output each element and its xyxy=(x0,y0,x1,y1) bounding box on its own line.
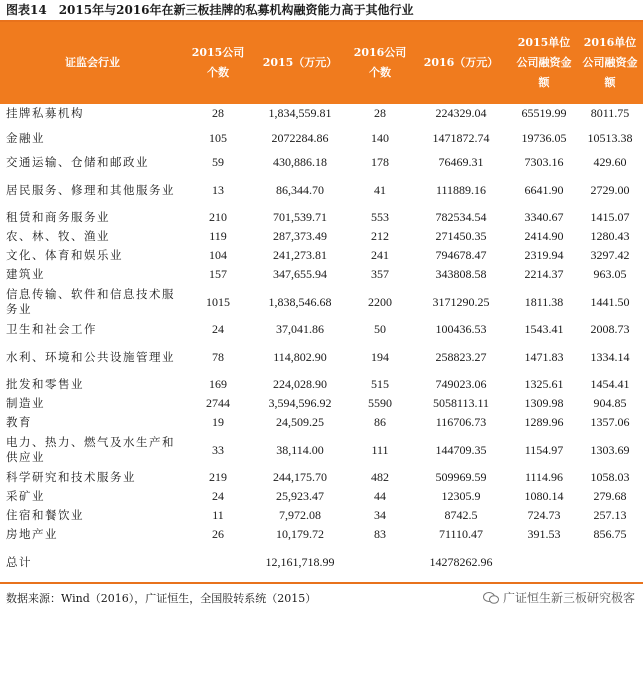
unit-2016-cell: 1058.03 xyxy=(590,470,630,484)
header-count-2015: 2015公司个数 xyxy=(185,22,251,104)
unit-2015-cell: 2414.90 xyxy=(524,229,564,243)
amount-2015-cell: 701,539.71 xyxy=(273,210,327,224)
table-row xyxy=(0,172,643,208)
unit-2015-cell: 1325.61 xyxy=(524,377,564,391)
unit-2016-cell: 2008.73 xyxy=(590,322,630,336)
industry-cell: 制造业 xyxy=(6,396,45,410)
unit-2016-cell: 1280.43 xyxy=(590,229,630,243)
amount-2015-cell: 3,594,596.92 xyxy=(268,396,332,410)
table-row xyxy=(0,375,643,394)
amount-2016-cell: 258823.27 xyxy=(435,349,487,364)
watermark-text: 广证恒生新三板研究极客 xyxy=(502,591,635,605)
amount-2016-cell: 1471872.74 xyxy=(432,130,490,145)
header-amount-2015: 2015（万元） xyxy=(251,22,349,104)
amount-2015-cell: 12,161,718.99 xyxy=(265,554,335,569)
data-source: 数据来源：Wind（2016），广证恒生，全国股转系统（2015） xyxy=(6,592,317,605)
count-2015-cell: 33 xyxy=(212,442,224,457)
count-2015-cell: 119 xyxy=(209,229,227,243)
count-2016-cell: 83 xyxy=(374,527,386,541)
industry-cell: 建筑业 xyxy=(6,267,45,281)
count-2015-cell: 78 xyxy=(212,349,224,364)
amount-2015-cell: 7,972.08 xyxy=(279,508,321,522)
table-row xyxy=(0,339,643,375)
header-amount-2016: 2016（万元） xyxy=(411,22,511,104)
unit-2016-cell: 3297.42 xyxy=(590,248,630,262)
count-2016-cell: 553 xyxy=(371,210,389,224)
amount-2015-cell: 1,834,559.81 xyxy=(268,106,332,120)
amount-2016-cell: 343808.58 xyxy=(435,267,487,281)
industry-cell: 教育 xyxy=(6,415,32,429)
count-2016-cell: 241 xyxy=(371,248,389,262)
header-count-2016: 2016公司个数 xyxy=(349,22,411,104)
amount-2016-cell: 3171290.25 xyxy=(432,294,490,309)
unit-2015-cell: 391.53 xyxy=(527,527,561,541)
count-2016-cell: 194 xyxy=(371,349,389,364)
count-2015-cell xyxy=(185,544,251,580)
count-2016-cell: 111 xyxy=(371,442,389,457)
amount-2015-cell: 38,114.00 xyxy=(276,442,324,457)
count-2015-cell: 26 xyxy=(212,527,224,541)
unit-2015-cell: 65519.99 xyxy=(521,106,567,120)
unit-2015-cell: 2214.37 xyxy=(524,267,564,281)
amount-2016-cell: 144709.35 xyxy=(435,442,487,457)
count-2016-cell: 482 xyxy=(371,470,389,484)
amount-2015-cell: 37,041.86 xyxy=(276,322,324,336)
count-2016-cell: 86 xyxy=(374,415,386,429)
table-row xyxy=(0,394,643,413)
count-2016-cell: 34 xyxy=(374,508,386,522)
unit-2016-cell: 904.85 xyxy=(593,396,627,410)
unit-2015-cell: 1154.97 xyxy=(524,442,564,457)
table-row xyxy=(0,506,643,525)
table-row xyxy=(0,284,643,320)
amount-2015-cell: 10,179.72 xyxy=(276,527,324,541)
amount-2015-cell: 2072284.86 xyxy=(271,130,329,145)
industry-cell: 交通运输、仓储和邮政业 xyxy=(6,155,149,169)
amount-2016-cell: 782534.54 xyxy=(435,210,487,224)
count-2015-cell: 59 xyxy=(212,155,224,169)
unit-2015-cell: 6641.90 xyxy=(524,182,564,197)
count-2016-cell: 50 xyxy=(374,322,386,336)
industry-cell: 水利、环境和公共设施管理业 xyxy=(6,349,175,364)
unit-2015-cell: 1811.38 xyxy=(524,294,564,309)
unit-2016-cell: 1454.41 xyxy=(590,377,630,391)
table-row xyxy=(0,320,643,339)
count-2015-cell: 24 xyxy=(212,322,224,336)
footer xyxy=(0,582,643,614)
table-row xyxy=(0,123,643,153)
count-2015-cell: 1015 xyxy=(206,294,230,309)
table-row xyxy=(0,525,643,544)
amount-2016-cell: 509969.59 xyxy=(435,470,487,484)
industry-cell: 农、林、牧、渔业 xyxy=(6,229,110,243)
count-2015-cell: 219 xyxy=(209,470,227,484)
table-row xyxy=(0,265,643,284)
industry-cell: 租赁和商务服务业 xyxy=(6,210,110,224)
industry-cell: 科学研究和技术服务业 xyxy=(6,470,136,484)
amount-2016-cell: 5058113.11 xyxy=(432,396,490,410)
unit-2015-cell: 2319.94 xyxy=(524,248,564,262)
amount-2016-cell: 12305.9 xyxy=(441,489,481,503)
unit-2016-cell: 10513.38 xyxy=(587,130,633,145)
table-row xyxy=(0,432,643,468)
wechat-icon xyxy=(483,592,499,604)
amount-2016-cell: 71110.47 xyxy=(438,527,484,541)
unit-2016-cell: 1441.50 xyxy=(590,294,630,309)
table-row xyxy=(0,544,643,580)
unit-2016-cell: 856.75 xyxy=(593,527,627,541)
unit-2015-cell: 1471.83 xyxy=(524,349,564,364)
amount-2016-cell: 794678.47 xyxy=(435,248,487,262)
header-industry: 证监会行业 xyxy=(0,22,185,104)
count-2016-cell: 178 xyxy=(371,155,389,169)
financing-table xyxy=(0,22,643,580)
unit-2016-cell: 257.13 xyxy=(593,508,627,522)
industry-cell: 文化、体育和娱乐业 xyxy=(6,248,123,262)
amount-2016-cell: 116706.73 xyxy=(435,415,487,429)
industry-cell: 住宿和餐饮业 xyxy=(6,508,84,522)
unit-2016-cell: 1415.07 xyxy=(590,210,630,224)
unit-2015-cell: 19736.05 xyxy=(521,130,567,145)
industry-cell: 居民服务、修理和其他服务业 xyxy=(6,182,175,197)
table-row xyxy=(0,487,643,506)
amount-2015-cell: 24,509.25 xyxy=(276,415,324,429)
count-2015-cell: 24 xyxy=(212,489,224,503)
count-2015-cell: 19 xyxy=(212,415,224,429)
watermark xyxy=(483,589,635,606)
unit-2015-cell: 1289.96 xyxy=(524,415,564,429)
amount-2015-cell: 241,273.81 xyxy=(273,248,327,262)
unit-2015-cell: 3340.67 xyxy=(524,210,564,224)
unit-2016-cell: 963.05 xyxy=(593,267,627,281)
amount-2015-cell: 347,655.94 xyxy=(273,267,327,281)
count-2016-cell: 41 xyxy=(374,182,386,197)
count-2016-cell: 212 xyxy=(371,229,389,243)
table-row xyxy=(0,153,643,172)
header-row xyxy=(0,22,643,104)
table-row xyxy=(0,413,643,432)
unit-2015-cell xyxy=(511,544,577,580)
count-2015-cell: 104 xyxy=(209,248,227,262)
table-row xyxy=(0,246,643,265)
amount-2016-cell: 749023.06 xyxy=(435,377,487,391)
unit-2016-cell: 1303.69 xyxy=(590,442,630,457)
unit-2015-cell: 1309.98 xyxy=(524,396,564,410)
amount-2016-cell: 271450.35 xyxy=(435,229,487,243)
count-2016-cell: 28 xyxy=(374,106,386,120)
amount-2015-cell: 224,028.90 xyxy=(273,377,327,391)
amount-2016-cell: 8742.5 xyxy=(444,508,478,522)
count-2015-cell: 105 xyxy=(209,130,227,145)
unit-2015-cell: 7303.16 xyxy=(524,155,564,169)
unit-2015-cell: 724.73 xyxy=(527,508,561,522)
amount-2015-cell: 25,923.47 xyxy=(276,489,324,503)
amount-2015-cell: 244,175.70 xyxy=(273,470,327,484)
count-2015-cell: 210 xyxy=(209,210,227,224)
count-2016-cell: 357 xyxy=(371,267,389,281)
amount-2015-cell: 1,838,546.68 xyxy=(268,294,332,309)
amount-2015-cell: 430,886.18 xyxy=(273,155,327,169)
industry-cell: 挂牌私募机构 xyxy=(6,106,84,120)
count-2016-cell: 140 xyxy=(371,130,389,145)
industry-cell: 电力、热力、燃气及水生产和供应业 xyxy=(6,435,175,464)
count-2016-cell: 515 xyxy=(371,377,389,391)
amount-2016-cell: 224329.04 xyxy=(435,106,487,120)
unit-2016-cell: 8011.75 xyxy=(590,106,630,120)
count-2015-cell: 169 xyxy=(209,377,227,391)
unit-2016-cell: 279.68 xyxy=(593,489,627,503)
table-row xyxy=(0,208,643,227)
amount-2016-cell: 100436.53 xyxy=(435,322,487,336)
industry-cell: 采矿业 xyxy=(6,489,45,503)
unit-2016-cell xyxy=(577,544,643,580)
industry-cell: 总计 xyxy=(6,554,32,569)
unit-2015-cell: 1543.41 xyxy=(524,322,564,336)
amount-2016-cell: 111889.16 xyxy=(435,182,487,197)
table-row xyxy=(0,227,643,246)
table-row xyxy=(0,104,643,123)
figure-title: 图表14 2015年与2016年在新三板挂牌的私募机构融资能力高于其他行业 xyxy=(0,0,643,22)
amount-2015-cell: 287,373.49 xyxy=(273,229,327,243)
count-2015-cell: 11 xyxy=(212,508,224,522)
amount-2015-cell: 86,344.70 xyxy=(276,182,324,197)
header-unit-2015: 2015单位公司融资金额 xyxy=(511,22,577,104)
count-2016-cell: 44 xyxy=(374,489,386,503)
count-2016-cell xyxy=(349,544,411,580)
industry-cell: 批发和零售业 xyxy=(6,377,84,391)
header-unit-2016: 2016单位公司融资金额 xyxy=(577,22,643,104)
industry-cell: 房地产业 xyxy=(6,527,58,541)
industry-cell: 信息传输、软件和信息技术服务业 xyxy=(6,287,175,316)
industry-cell: 金融业 xyxy=(6,130,45,145)
unit-2015-cell: 1114.96 xyxy=(524,470,564,484)
unit-2016-cell: 1334.14 xyxy=(590,349,630,364)
amount-2016-cell: 76469.31 xyxy=(438,155,484,169)
count-2016-cell: 5590 xyxy=(368,396,392,410)
count-2015-cell: 28 xyxy=(212,106,224,120)
unit-2016-cell: 429.60 xyxy=(593,155,627,169)
amount-2015-cell: 114,802.90 xyxy=(273,349,327,364)
count-2015-cell: 157 xyxy=(209,267,227,281)
unit-2016-cell: 1357.06 xyxy=(590,415,630,429)
table-row xyxy=(0,468,643,487)
count-2016-cell: 2200 xyxy=(368,294,392,309)
count-2015-cell: 2744 xyxy=(206,396,230,410)
industry-cell: 卫生和社会工作 xyxy=(6,322,97,336)
unit-2015-cell: 1080.14 xyxy=(524,489,564,503)
count-2015-cell: 13 xyxy=(212,182,224,197)
unit-2016-cell: 2729.00 xyxy=(590,182,630,197)
amount-2016-cell: 14278262.96 xyxy=(429,554,493,569)
